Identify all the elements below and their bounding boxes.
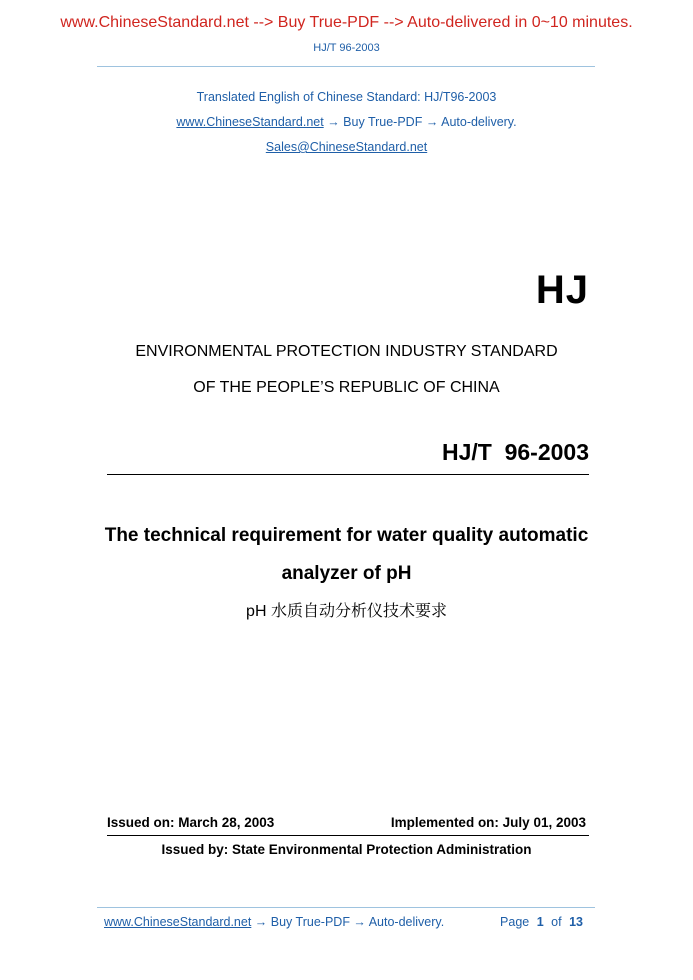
issued-on: Issued on: March 28, 2003 (107, 815, 275, 830)
footer-divider (97, 907, 595, 908)
sales-email-line (0, 140, 693, 154)
title-line-2: analyzer of pH (281, 563, 412, 584)
translation-note: Translated English of Chinese Standard: HJ/T96-2003 (196, 90, 497, 104)
page-indicator (500, 915, 583, 929)
org-line-2: OF THE PEOPLE’S REPUBLIC OF CHINA (193, 379, 500, 396)
translation-buy-line (0, 115, 693, 129)
footer-buy-line (104, 915, 444, 929)
header-doc-code: HJ/T 96-2003 (313, 42, 380, 54)
hj-logo: HJ (535, 268, 589, 312)
page-of: of (551, 915, 562, 929)
buy-text: → Buy True-PDF → Auto-delivery. (327, 115, 517, 129)
issued-by: Issued by: State Environmental Protection Administration (161, 842, 532, 857)
top-banner[interactable]: www.ChineseStandard.net --> Buy True-PDF --> Auto-delivered in 0~10 minutes. (60, 14, 633, 31)
org-line-1: ENVIRONMENTAL PROTECTION INDUSTRY STANDARD (135, 343, 558, 360)
page-label: Page (500, 915, 530, 929)
issued-divider (107, 835, 589, 836)
title-chinese: pH 水质自动分析仪技术要求 (246, 603, 447, 620)
standard-code: HJ/T 96-2003 (441, 439, 589, 465)
header-divider (97, 66, 595, 67)
page-current: 1 (536, 915, 544, 929)
site-link[interactable]: www.ChineseStandard.net (176, 115, 324, 129)
title-line-1: The technical requirement for water quality automatic (104, 525, 589, 546)
sales-email-link[interactable]: Sales@ChineseStandard.net (265, 140, 428, 154)
footer-site-link[interactable]: www.ChineseStandard.net (104, 915, 252, 929)
page-total: 13 (569, 915, 583, 929)
implemented-on: Implemented on: July 01, 2003 (390, 815, 586, 830)
standard-divider (107, 474, 589, 475)
footer-buy-text: → Buy True-PDF → Auto-delivery. (254, 915, 445, 929)
